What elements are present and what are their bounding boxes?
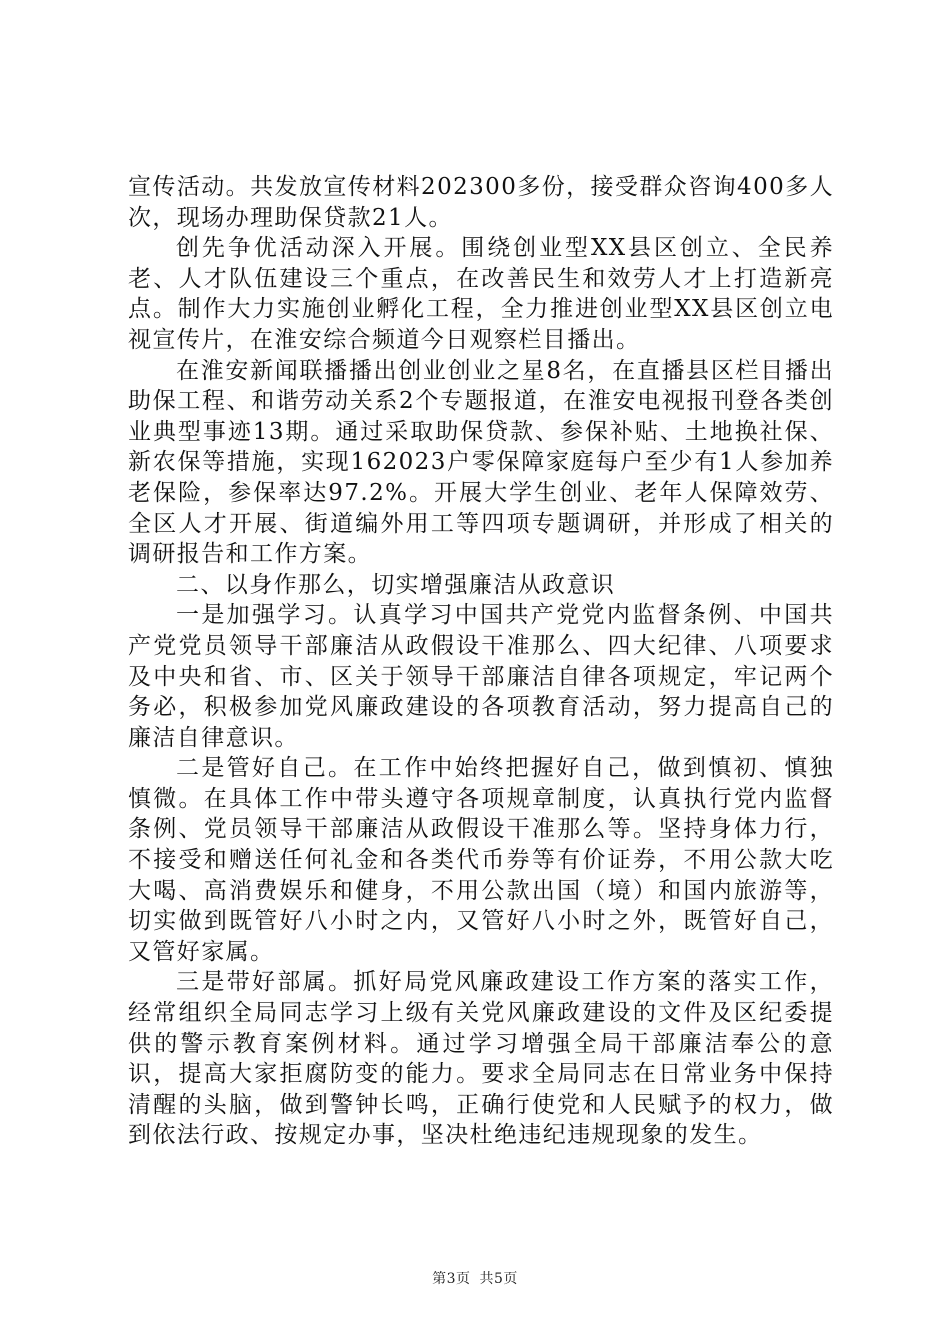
page-number: 第3页 [432,1271,471,1287]
paragraph-1: 宣传活动。共发放宣传材料202300多份，接受群众咨询400多人次，现场办理助保贷款21人。 [128,174,834,231]
paragraph-7: 三是带好部属。抓好局党风廉政建设工作方案的落实工作，经常组织全局同志学习上级有关党风廉政建设的文件及区纪委提供的警示教育案例材料。通过学习增强全局干部廉洁奉公的意识，提高大家拒腐防变的能力。要求全局同志在日常业务中保持清醒的头脑，做到警钟长鸣，正确行使党和人民赋予的权力，做到依法行政、按规定办事，坚决杜绝违纪违规现象的发生。 [128,969,834,1149]
paragraph-5: 一是加强学习。认真学习中国共产党党内监督条例、中国共产党党员领导干部廉洁从政假设干准那么、四大纪律、八项要求及中央和省、市、区关于领导干部廉洁自律各项规定，牢记两个务必，积极参加党风廉政建设的各项教育活动，努力提高自己的廉洁自律意识。 [128,602,834,751]
paragraph-2: 创先争优活动深入开展。围绕创业型XX县区创立、全民养老、人才队伍建设三个重点，在改善民生和效劳人才上打造新亮点。制作大力实施创业孵化工程，全力推进创业型XX县区创立电视宣传片，在淮安综合频道今日观察栏目播出。 [128,235,834,353]
paragraph-3: 在淮安新闻联播播出创业创业之星8名，在直播县区栏目播出助保工程、和谐劳动关系2个专题报道，在淮安电视报刊登各类创业典型事迹13期。通过采取助保贷款、参保补贴、土地换社保、新农保等措施，实现162023户零保障家庭每户至少有1人参加养老保险，参保率达97.2%。开展大学生创业、老年人保障效劳、全区人才开展、街道编外用工等四项专题调研，并形成了相关的调研报告和工作方案。 [128,357,834,568]
page-total: 共5页 [479,1271,518,1287]
page-footer [0,1268,950,1288]
paragraph-6: 二是管好自己。在工作中始终把握好自己，做到慎初、慎独慎微。在具体工作中带头遵守各项规章制度，认真执行党内监督条例、党员领导干部廉洁从政假设干准那么等。坚持身体力行，不接受和赠送任何礼金和各类代币券等有价证券，不用公款大吃大喝、高消费娱乐和健身，不用公款出国（境）和国内旅游等，切实做到既管好八小时之内，又管好八小时之外，既管好自己，又管好家属。 [128,755,834,965]
document-body [128,172,834,1151]
section-heading-2: 二、以身作那么，切实增强廉洁从政意识 [176,571,616,598]
